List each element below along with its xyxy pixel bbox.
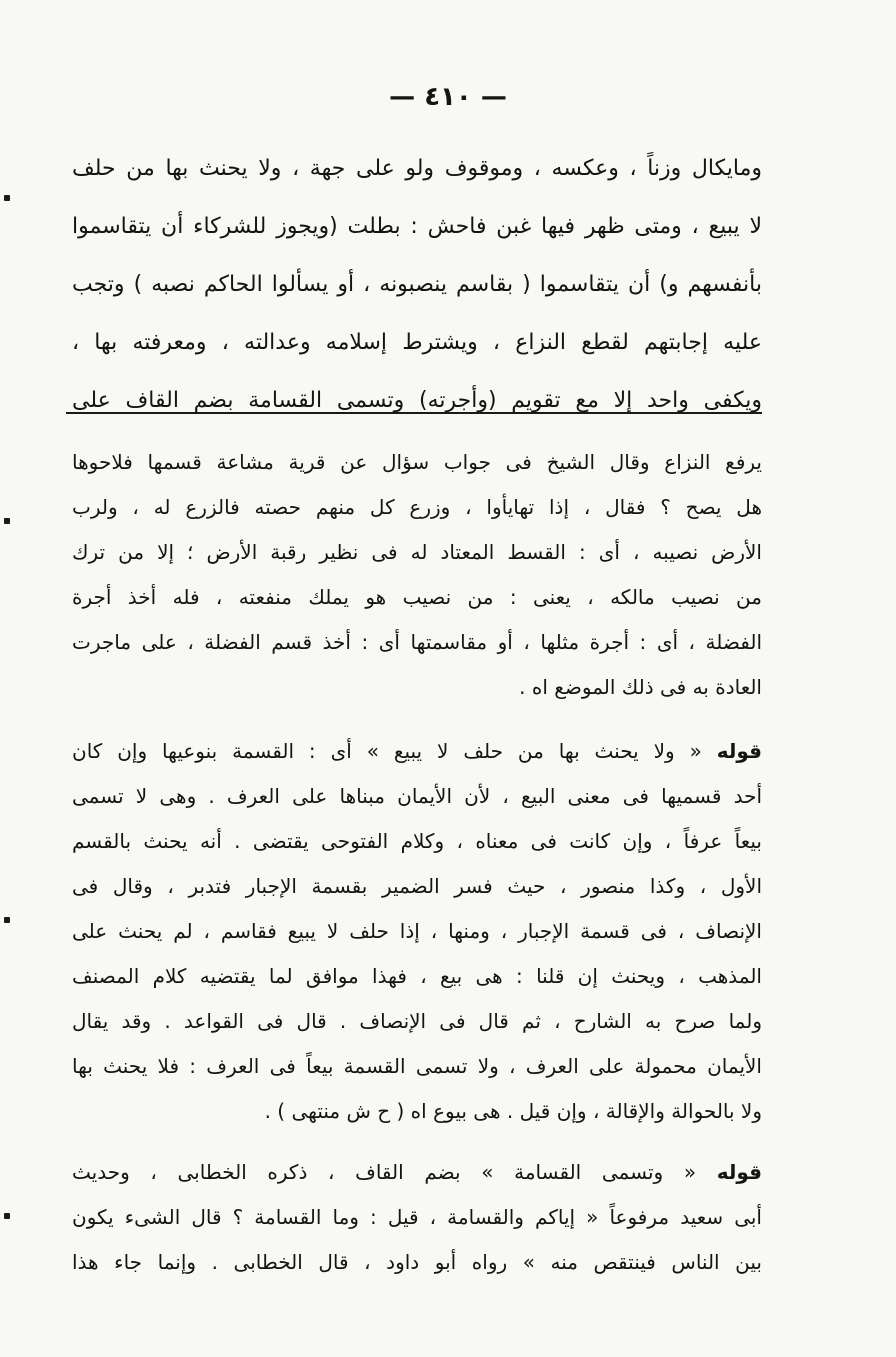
commentary-line: العادة به فى ذلك الموضع اه .: [519, 675, 762, 699]
commentary-line: بيعاً عرفاً ، وإن كانت فى معناه ، وكلام الفتوحى يقتضى . أنه يحنث بالقسم: [72, 829, 762, 853]
main-text-line: بأنفسهم و) أن يتقاسموا ( بقاسم ينصبونه ، أو يسألوا الحاكم نصبه ) وتجب: [72, 272, 762, 297]
commentary-line: الأرض نصيبه ، أى : القسط المعتاد له فى نظير رقبة الأرض ؛ إلا من ترك: [72, 540, 762, 564]
commentary-line: [72, 729, 762, 774]
lead-word: قوله: [716, 739, 762, 763]
binding-hole-mark: [4, 1213, 10, 1219]
page-number: — ٤١٠ —: [389, 82, 507, 112]
commentary-line: بين الناس فينتقص منه » رواه أبو داود ، قال الخطابى . وإنما جاء هذا: [72, 1250, 762, 1274]
footnote-separator: [66, 412, 762, 414]
binding-hole-mark: [4, 195, 10, 201]
commentary-line: ولما صرح به الشارح ، ثم قال فى الإنصاف . قال فى القواعد . وقد يقال: [72, 1009, 762, 1033]
commentary-line: من نصيب مالكه ، يعنى : من نصيب هو يملك منفعته ، فله أخذ أجرة: [72, 585, 762, 609]
main-text: [72, 140, 762, 430]
commentary-line-text: « وتسمى القسامة » بضم القاف ، ذكره الخطابى ، وحديث: [72, 1160, 697, 1184]
main-text-line: ومايكال وزناً ، وعكسه ، وموقوف ولو على جهة ، ولا يحنث بها من حلف: [72, 156, 762, 181]
binding-hole-mark: [4, 917, 10, 923]
main-text-line: ويكفى واحد إلا مع تقويم (وأجرته) وتسمى القسامة بضم القاف على: [72, 388, 762, 413]
commentary-line: ولا بالحوالة والإقالة ، وإن قيل . هى بيوع اه ( ح ش منتهى ) .: [264, 1099, 762, 1123]
commentary-line: أبى سعيد مرفوعاً « إياكم والقسامة ، قيل : وما القسامة ؟ قال الشىء يكون: [72, 1205, 762, 1229]
commentary-paragraph-3: [72, 1150, 762, 1285]
commentary-line: أحد قسميها فى معنى البيع ، لأن الأيمان مبناها على العرف . وهى لا تسمى: [72, 784, 762, 808]
commentary-paragraph-1: [72, 440, 762, 710]
main-text-line: لا يبيع ، ومتى ظهر فيها غبن فاحش : بطلت (ويجوز للشركاء أن يتقاسموا: [72, 214, 762, 239]
commentary-paragraph-2: [72, 729, 762, 1134]
commentary-line: المذهب ، ويحنث إن قلنا : هى بيع ، فهذا موافق لما يقتضيه كلام المصنف: [72, 964, 762, 988]
main-text-line: عليه إجابتهم لقطع النزاع ، ويشترط إسلامه وعدالته ، ومعرفته بها ،: [72, 330, 762, 355]
binding-hole-mark: [4, 518, 10, 524]
commentary-line-text: « ولا يحنث بها من حلف لا يبيع » أى : القسمة بنوعيها وإن كان: [72, 739, 702, 763]
commentary-line: الإنصاف ، فى قسمة الإجبار ، ومنها ، إذا حلف لا يبيع فقاسم ، لم يحنث على: [72, 919, 762, 943]
lead-word: قوله: [716, 1160, 762, 1184]
commentary-line: [72, 1150, 762, 1195]
commentary-line: الأول ، وكذا منصور ، حيث فسر الضمير بقسمة الإجبار فتدبر ، وقال فى: [72, 874, 762, 898]
commentary-line: يرفع النزاع وقال الشيخ فى جواب سؤال عن قرية مشاعة قسمها فلاحوها: [72, 450, 762, 474]
commentary-line: هل يصح ؟ فقال ، إذا تهايأوا ، وزرع كل منهم حصته فالزرع له ، ولرب: [72, 495, 762, 519]
commentary-line: الأيمان محمولة على العرف ، ولا تسمى القسمة بيعاً فى العرف : فلا يحنث بها: [72, 1054, 762, 1078]
commentary-line: الفضلة ، أى : أجرة مثلها ، أو مقاسمتها أى : أخذ قسم الفضلة ، على ماجرت: [72, 630, 762, 654]
